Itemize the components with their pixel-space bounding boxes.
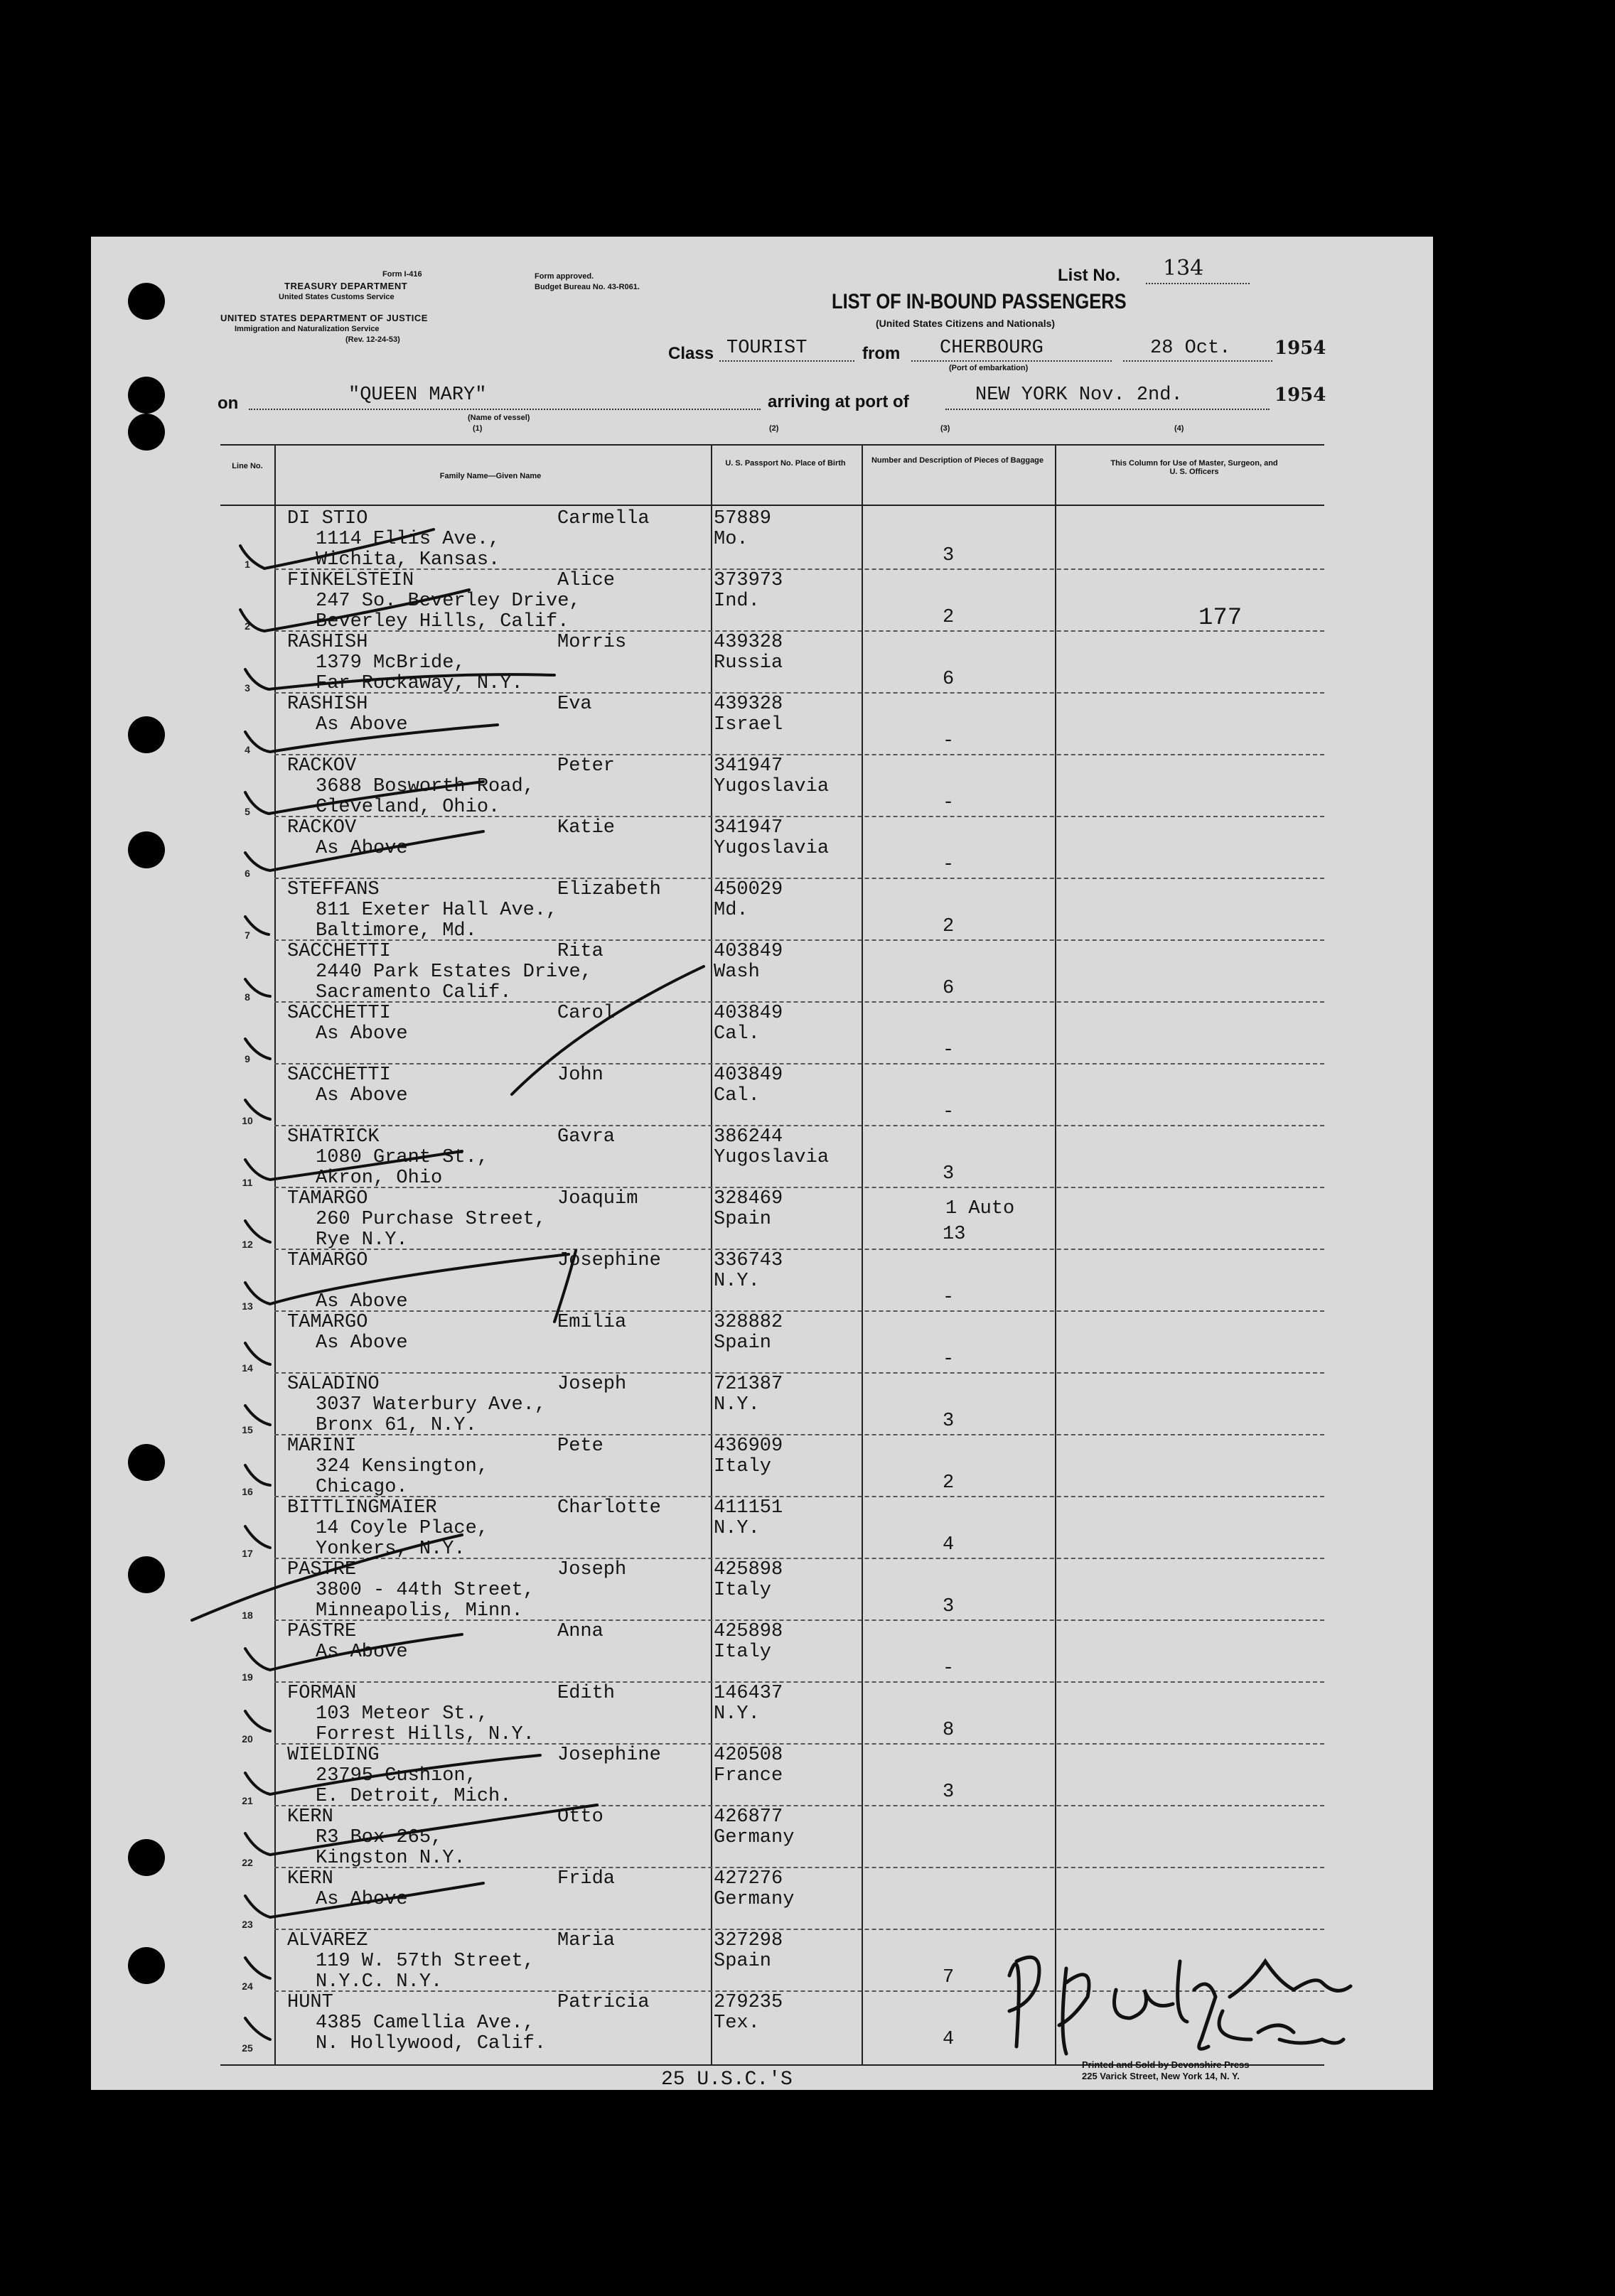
given-name: Frida xyxy=(557,1868,616,1890)
passport-number: 336743 xyxy=(714,1250,783,1271)
address-line-1: 14 Coyle Place, xyxy=(316,1518,489,1539)
document-subtitle: (United States Citizens and Nationals) xyxy=(876,318,1056,329)
given-name: Rita xyxy=(557,941,603,962)
place-of-birth: Cal. xyxy=(714,1023,760,1045)
family-name: KERN xyxy=(287,1806,333,1828)
line-number: 23 xyxy=(242,1919,253,1930)
address-line-1: 23795 Cushion, xyxy=(316,1765,477,1786)
address-line-1: 324 Kensington, xyxy=(316,1456,489,1477)
given-name: Otto xyxy=(557,1806,603,1828)
place-of-birth: Spain xyxy=(714,1951,772,1972)
family-name: SACCHETTI xyxy=(287,1065,391,1086)
vessel-note: (Name of vessel) xyxy=(468,414,530,422)
passport-number: 403849 xyxy=(714,941,783,962)
place-of-birth: N.Y. xyxy=(714,1518,760,1539)
place-of-birth: N.Y. xyxy=(714,1703,760,1725)
baggage-count: 1 Auto xyxy=(945,1198,1015,1219)
passport-number: 386244 xyxy=(714,1126,783,1148)
customs-service: United States Customs Service xyxy=(279,293,395,301)
family-name: DI STIO xyxy=(287,508,368,529)
col-number-1: (1) xyxy=(473,424,483,433)
line-number: 13 xyxy=(242,1300,253,1312)
embark-date: 28 Oct. xyxy=(1150,338,1231,359)
given-name: Morris xyxy=(557,632,627,653)
list-number-label: List No. xyxy=(1058,266,1120,285)
given-name: Anna xyxy=(557,1621,603,1642)
given-name: Eva xyxy=(557,694,592,715)
passport-number: 57889 xyxy=(714,508,772,529)
family-name: WIELDING xyxy=(287,1745,380,1766)
place-of-birth: Italy xyxy=(714,1456,772,1477)
document-title: LIST OF IN-BOUND PASSENGERS xyxy=(832,290,1127,313)
place-of-birth: France xyxy=(714,1765,783,1786)
address-line-2: Baltimore, Md. xyxy=(316,920,477,942)
line-number: 9 xyxy=(245,1053,250,1065)
line-number: 6 xyxy=(245,868,250,879)
address-line-1: R3 Box 265, xyxy=(316,1827,443,1848)
form-number: Form I-416 xyxy=(382,270,422,279)
given-name: Alice xyxy=(557,570,616,591)
address-line-1: 1114 Ellis Ave., xyxy=(316,529,500,550)
given-name: Joseph xyxy=(557,1374,627,1395)
col-header-passport: U. S. Passport No. Place of Birth xyxy=(725,459,846,468)
address-line-1: 103 Meteor St., xyxy=(316,1703,489,1725)
address-line-2: Wichita, Kansas. xyxy=(316,549,500,571)
address-line-1: 3800 - 44th Street, xyxy=(316,1580,535,1601)
line-number: 17 xyxy=(242,1548,253,1559)
family-name: SHATRICK xyxy=(287,1126,380,1148)
address-line-2: Cleveland, Ohio. xyxy=(316,797,500,818)
baggage-count: 3 xyxy=(943,1782,955,1803)
given-name: Charlotte xyxy=(557,1497,661,1519)
address-line-2: Yonkers, N.Y. xyxy=(316,1538,466,1560)
baggage-count: 2 xyxy=(943,1472,955,1494)
passport-number: 721387 xyxy=(714,1374,783,1395)
passport-number: 373973 xyxy=(714,570,783,591)
given-name: Peter xyxy=(557,755,616,777)
passport-number: 436909 xyxy=(714,1435,783,1457)
family-name: RASHISH xyxy=(287,694,368,715)
passport-number: 450029 xyxy=(714,879,783,900)
family-name: SACCHETTI xyxy=(287,941,391,962)
baggage-count: 4 xyxy=(943,2029,955,2050)
class-value: TOURIST xyxy=(726,338,808,359)
arriving-label: arriving at port of xyxy=(768,392,909,411)
passport-number: 341947 xyxy=(714,755,783,777)
baggage-count-2: 13 xyxy=(943,1224,966,1245)
place-of-birth: Israel xyxy=(714,714,783,735)
passport-number: 403849 xyxy=(714,1003,783,1024)
baggage-count: 3 xyxy=(943,545,955,566)
place-of-birth: Germany xyxy=(714,1889,795,1910)
address-line-2: Bronx 61, N.Y. xyxy=(316,1415,477,1436)
given-name: Patricia xyxy=(557,1992,650,2013)
revision: (Rev. 12-24-53) xyxy=(345,335,400,344)
line-number: 4 xyxy=(245,744,250,755)
family-name: TAMARGO xyxy=(287,1188,368,1209)
col-number-2: (2) xyxy=(769,424,779,433)
given-name: Joaquim xyxy=(557,1188,638,1209)
address-line-1: 1379 McBride, xyxy=(316,652,466,674)
address-line-1: 3688 Bosworth Road, xyxy=(316,776,535,797)
passport-number: 327298 xyxy=(714,1930,783,1951)
place-of-birth: Italy xyxy=(714,1642,772,1663)
baggage-count: - xyxy=(943,731,955,752)
address-line-1: 247 So. Beverley Drive, xyxy=(316,591,581,612)
place-of-birth: Ind. xyxy=(714,591,760,612)
line-number: 3 xyxy=(245,682,250,694)
given-name: Emilia xyxy=(557,1312,627,1333)
family-name: KERN xyxy=(287,1868,333,1890)
address-line-1: As Above xyxy=(316,1023,408,1045)
line-number: 15 xyxy=(242,1424,253,1435)
col-header-name: Family Name—Given Name xyxy=(439,472,542,480)
passport-number: 426877 xyxy=(714,1806,783,1828)
place-of-birth: N.Y. xyxy=(714,1394,760,1416)
address-line-2: Kingston N.Y. xyxy=(316,1848,466,1869)
baggage-count: 2 xyxy=(943,916,955,937)
given-name: Edith xyxy=(557,1683,616,1704)
address-line-1: As Above xyxy=(316,838,408,859)
address-line-2: E. Detroit, Mich. xyxy=(316,1786,512,1807)
arrival-port-date: NEW YORK Nov. 2nd. xyxy=(975,384,1183,406)
col-number-4: (4) xyxy=(1174,424,1184,433)
passport-number: 146437 xyxy=(714,1683,783,1704)
address-line-1: As Above xyxy=(316,1642,408,1663)
family-name: FINKELSTEIN xyxy=(287,570,414,591)
baggage-count: - xyxy=(943,854,955,875)
address-line-2: N. Hollywood, Calif. xyxy=(316,2033,547,2054)
address-line-2: Minneapolis, Minn. xyxy=(316,1600,523,1622)
officer-annotation: 177 xyxy=(1198,605,1243,632)
passport-number: 420508 xyxy=(714,1745,783,1766)
address-line-2: Forrest Hills, N.Y. xyxy=(316,1724,535,1745)
given-name: Elizabeth xyxy=(557,879,661,900)
line-number: 12 xyxy=(242,1239,253,1250)
family-name: TAMARGO xyxy=(287,1312,368,1333)
col-header-baggage: Number and Description of Pieces of Baggage xyxy=(871,456,1044,465)
line-number: 18 xyxy=(242,1610,253,1621)
place-of-birth: Spain xyxy=(714,1332,772,1354)
given-name: Carmella xyxy=(557,508,650,529)
line-number: 24 xyxy=(242,1980,253,1992)
given-name: Pete xyxy=(557,1435,603,1457)
family-name: SACCHETTI xyxy=(287,1003,391,1024)
passport-number: 341947 xyxy=(714,817,783,839)
given-name: John xyxy=(557,1065,603,1086)
line-number: 20 xyxy=(242,1733,253,1745)
family-name: ALVAREZ xyxy=(287,1930,368,1951)
address-line-1: 3037 Waterbury Ave., xyxy=(316,1394,547,1416)
family-name: MARINI xyxy=(287,1435,357,1457)
passport-number: 425898 xyxy=(714,1621,783,1642)
baggage-count: - xyxy=(943,1349,955,1370)
printer-line-2: 225 Varick Street, New York 14, N. Y. xyxy=(1082,2071,1240,2081)
passport-number: 403849 xyxy=(714,1065,783,1086)
address-line-2: Far Rockaway, N.Y. xyxy=(316,673,523,694)
baggage-count: 8 xyxy=(943,1720,955,1741)
family-name: RACKOV xyxy=(287,755,357,777)
doj-heading: UNITED STATES DEPARTMENT OF JUSTICE xyxy=(220,313,428,323)
place-of-birth: Russia xyxy=(714,652,783,674)
line-number: 11 xyxy=(242,1177,253,1188)
col-header-officers: This Column for Use of Master, Surgeon, and U. S. Officers xyxy=(1110,459,1278,476)
ins-heading: Immigration and Naturalization Service xyxy=(235,325,380,333)
from-label: from xyxy=(862,344,901,363)
given-name: Josephine xyxy=(557,1745,661,1766)
baggage-count: - xyxy=(943,1040,955,1061)
address-line-2: Chicago. xyxy=(316,1477,408,1498)
budget-bureau: Budget Bureau No. 43-R061. xyxy=(535,283,640,291)
baggage-count: - xyxy=(943,792,955,814)
family-name: PASTRE xyxy=(287,1621,357,1642)
passport-number: 425898 xyxy=(714,1559,783,1580)
embark-note: (Port of embarkation) xyxy=(949,364,1029,372)
on-label: on xyxy=(218,394,239,413)
family-name: PASTRE xyxy=(287,1559,357,1580)
address-line-1: 1080 Grant St., xyxy=(316,1147,489,1168)
given-name: Gavra xyxy=(557,1126,616,1148)
place-of-birth: Mo. xyxy=(714,529,749,550)
baggage-count: 6 xyxy=(943,978,955,999)
footer-code: 25 U.S.C.'S xyxy=(661,2069,793,2091)
line-number: 16 xyxy=(242,1486,253,1497)
place-of-birth: Md. xyxy=(714,900,749,921)
place-of-birth: Yugoslavia xyxy=(714,776,830,797)
baggage-count: 4 xyxy=(943,1534,955,1556)
place-of-birth: N.Y. xyxy=(714,1271,760,1292)
line-number: 19 xyxy=(242,1671,253,1683)
line-number: 8 xyxy=(245,991,250,1003)
list-number: 134 xyxy=(1163,256,1204,281)
address-line-1: 260 Purchase Street, xyxy=(316,1209,547,1230)
address-line-2: Rye N.Y. xyxy=(316,1229,408,1251)
line-number: 10 xyxy=(242,1115,253,1126)
passport-number: 279235 xyxy=(714,1992,783,2013)
baggage-count: - xyxy=(943,1658,955,1679)
family-name: BITTLINGMAIER xyxy=(287,1497,437,1519)
family-name: FORMAN xyxy=(287,1683,357,1704)
address-line-1: 2440 Park Estates Drive, xyxy=(316,961,592,983)
printer-line-1: Printed and Sold by Devonshire Press xyxy=(1082,2059,1250,2070)
family-name: SALADINO xyxy=(287,1374,380,1395)
col-number-3: (3) xyxy=(940,424,950,433)
address-line-1: As Above xyxy=(316,1889,408,1910)
passport-number: 328882 xyxy=(714,1312,783,1333)
embark-year: 1954 xyxy=(1275,338,1326,359)
line-number: 5 xyxy=(245,806,250,817)
place-of-birth: Germany xyxy=(714,1827,795,1848)
vessel-name: "QUEEN MARY" xyxy=(348,384,487,406)
place-of-birth: Cal. xyxy=(714,1085,760,1106)
place-of-birth: Italy xyxy=(714,1580,772,1601)
given-name: Maria xyxy=(557,1930,616,1951)
family-name: TAMARGO xyxy=(287,1250,368,1271)
passport-number: 439328 xyxy=(714,632,783,653)
treasury-dept: TREASURY DEPARTMENT xyxy=(284,281,408,291)
passport-number: 328469 xyxy=(714,1188,783,1209)
passport-number: 411151 xyxy=(714,1497,783,1519)
passport-number: 427276 xyxy=(714,1868,783,1890)
place-of-birth: Yugoslavia xyxy=(714,838,830,859)
form-approved: Form approved. xyxy=(535,272,594,281)
baggage-count: 7 xyxy=(943,1967,955,1988)
given-name: Katie xyxy=(557,817,616,839)
line-number: 2 xyxy=(245,620,250,632)
address-line-1: 811 Exeter Hall Ave., xyxy=(316,900,558,921)
place-of-birth: Spain xyxy=(714,1209,772,1230)
place-of-birth: Wash xyxy=(714,961,760,983)
line-number: 25 xyxy=(242,2042,253,2054)
col-header-line: Line No. xyxy=(232,462,263,470)
baggage-count: 2 xyxy=(943,607,955,628)
baggage-count: 3 xyxy=(943,1596,955,1617)
baggage-count: 6 xyxy=(943,669,955,690)
address-line-2: Beverley Hills, Calif. xyxy=(316,611,569,632)
baggage-count: 3 xyxy=(943,1411,955,1432)
passport-number: 439328 xyxy=(714,694,783,715)
address-line-1: As Above xyxy=(316,714,408,735)
address-line-1: As Above xyxy=(316,1085,408,1106)
line-number: 7 xyxy=(245,929,250,941)
baggage-count: - xyxy=(943,1101,955,1123)
address-line-1: 119 W. 57th Street, xyxy=(316,1951,535,1972)
line-number: 1 xyxy=(245,559,250,570)
address-line-1: 4385 Camellia Ave., xyxy=(316,2012,535,2034)
family-name: RACKOV xyxy=(287,817,357,839)
line-number: 14 xyxy=(242,1362,253,1374)
address-line-2: As Above xyxy=(316,1291,408,1313)
port-of-embarkation: CHERBOURG xyxy=(940,338,1043,359)
address-line-2: Sacramento Calif. xyxy=(316,982,512,1003)
given-name: Joseph xyxy=(557,1559,627,1580)
arrival-year: 1954 xyxy=(1275,384,1326,406)
address-line-1: As Above xyxy=(316,1332,408,1354)
class-label: Class xyxy=(668,344,714,363)
given-name: Josephine xyxy=(557,1250,661,1271)
address-line-2: N.Y.C. N.Y. xyxy=(316,1971,443,1993)
baggage-count: 3 xyxy=(943,1163,955,1185)
address-line-2: Akron, Ohio xyxy=(316,1168,443,1189)
baggage-count: - xyxy=(943,1287,955,1308)
family-name: HUNT xyxy=(287,1992,333,2013)
given-name: Carol xyxy=(557,1003,616,1024)
place-of-birth: Tex. xyxy=(714,2012,760,2034)
place-of-birth: Yugoslavia xyxy=(714,1147,830,1168)
family-name: RASHISH xyxy=(287,632,368,653)
line-number: 22 xyxy=(242,1857,253,1868)
line-number: 21 xyxy=(242,1795,253,1806)
family-name: STEFFANS xyxy=(287,879,380,900)
